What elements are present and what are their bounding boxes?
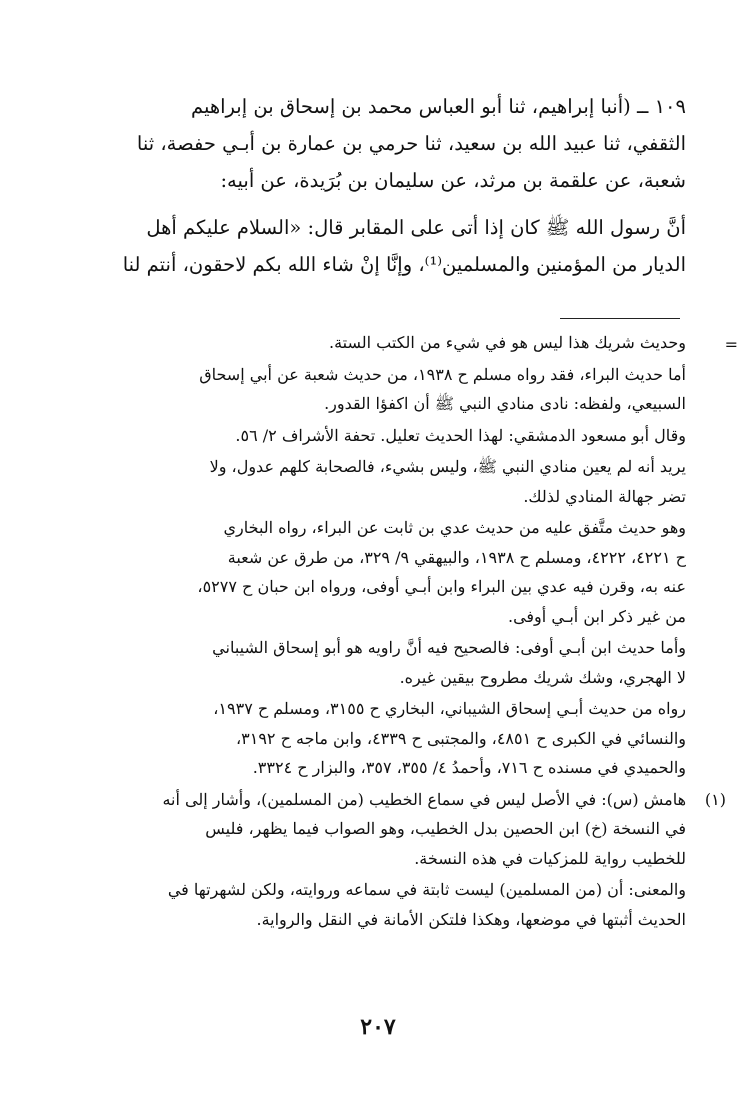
note-paragraph: [68, 513, 686, 631]
main-line: الثقفي، ثنا عبيد الله بن سعيد، ثنا حرمي بن عمارة بن أبـي حفصة، ثنا: [136, 132, 686, 155]
note-line: تضر جهالة المنادي لذلك.: [523, 486, 686, 506]
note-line: من غير ذكر ابن أبـي أوفى.: [507, 606, 686, 626]
footnote-1: [68, 785, 726, 935]
note-line: والنسائي في الكبرى ح ٤٨٥١، والمجتبى ح ٤٣٣٩، وابن ماجه ح ٣١٩٢،: [235, 728, 686, 748]
note-line: في النسخة (خ) ابن الحصين بدل الخطيب، وهو الصواب فيما يظهر، فليس: [205, 819, 686, 838]
note-paragraph: [68, 452, 686, 511]
note-line: وقال أبو مسعود الدمشقي: لهذا الحديث تعليل. تحفة الأشراف ٢/ ٥٦.: [235, 425, 686, 445]
note-line: أما حديث البراء، فقد رواه مسلم ح ١٩٣٨، من حديث شعبة عن أبي إسحاق: [199, 364, 686, 384]
main-line: أنَّ رسول الله ﷺ كان إذا أتى على المقابر قال: «السلام عليكم أهل: [146, 216, 686, 239]
continuation-mark: =: [724, 335, 738, 354]
note-line: وأما حديث ابن أبـي أوفى: فالصحيح فيه أنَّ راويه هو أبو إسحاق الشيباني: [212, 638, 686, 657]
note-paragraph: [68, 694, 686, 783]
main-line: ١٠٩ ــ (أنبا إبراهيم، ثنا أبو العباس محمد بن إسحاق بن إبراهيم: [190, 95, 686, 118]
note-line: رواه من حديث أبـي إسحاق الشيباني، البخاري ح ٣١٥٥، ومسلم ح ١٩٣٧،: [213, 699, 686, 718]
note-line: يريد أنه لم يعين منادي النبي ﷺ، وليس بشيء، فالصحابة كلهم عدول، ولا: [209, 457, 686, 476]
note-line: السبيعي، ولفظه: نادى منادي النبي ﷺ أن اكفؤا القدور.: [324, 394, 686, 413]
note-line: للخطيب رواية للمزكيات في هذه النسخة.: [414, 848, 686, 868]
note-line: والحميدي في مسنده ح ٧١٦، وأحمدُ ٤/ ٣٥٥، ٣٥٧، والبزار ح ٣٣٢٤.: [252, 758, 686, 777]
note-paragraph: [68, 421, 686, 451]
hadith-isnad: [68, 88, 686, 199]
hadith-matn: [68, 209, 686, 283]
note-paragraph: [68, 360, 686, 419]
main-line: شعبة، عن علقمة بن مرثد، عن سليمان بن بُرَيدة، عن أبيه:: [220, 169, 686, 192]
note-line: عنه به، وقرن فيه عدي بين البراء وابن أبـي أوفى، ورواه ابن حبان ح ٥٢٧٧،: [197, 577, 686, 596]
note-paragraph: [68, 785, 686, 874]
note-line: لا الهجري، وشك شريك مطروح بيقين غيره.: [399, 667, 686, 687]
note-paragraph: [68, 633, 686, 692]
footnote-rule: [560, 318, 680, 319]
note-line: الحديث أثبتها في موضعها، وهكذا فلتكن الأمانة في النقل والرواية.: [256, 909, 686, 929]
footnote-marker: (١): [704, 789, 726, 809]
note-paragraph: [68, 328, 686, 358]
page-number: ٢٠٧: [360, 1014, 396, 1040]
footnotes: [68, 328, 738, 936]
note-line: وحديث شريك هذا ليس هو في شيء من الكتب الستة.: [329, 333, 686, 352]
main-line: الديار من المؤمنين والمسلمين⁽¹⁾، وإنَّا إنْ شاء الله بكم لاحقون، أنتم لنا: [122, 253, 686, 276]
note-line: والمعنى: أن (من المسلمين) ليست ثابتة في سماعه وروايته، ولكن لشهرتها في: [167, 880, 686, 899]
note-line: هامش (س): في الأصل ليس في سماع الخطيب (من المسلمين)، وأشار إلى أنه: [162, 789, 686, 809]
main-text: [68, 88, 686, 293]
note-line: وهو حديث متَّفق عليه من حديث عدي بن ثابت عن البراء، رواه البخاري: [223, 518, 686, 537]
note-paragraph: [68, 875, 686, 934]
note-line: ح ٤٢٢١، ٤٢٢٢، ومسلم ح ١٩٣٨، والبيهقي ٩/ ٣٢٩، من طرق عن شعبة: [227, 547, 686, 567]
